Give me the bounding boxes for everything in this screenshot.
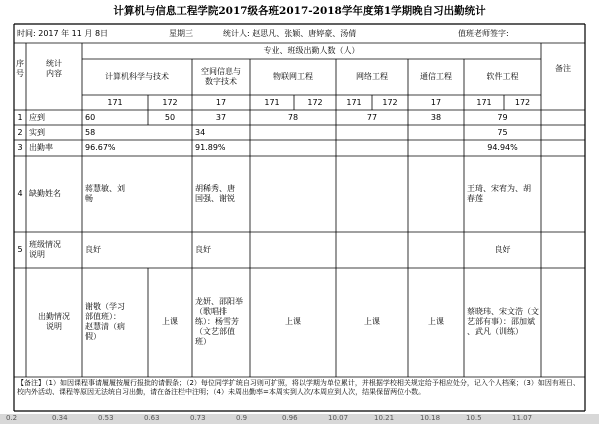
major-3: 网络工程	[356, 72, 388, 81]
value-cell: 良好	[195, 245, 211, 254]
header-content: 统计 内容	[46, 59, 62, 78]
ruler-mark: 11.07	[512, 414, 533, 422]
value-cell: 上课	[162, 317, 178, 326]
value-cell: 94.94%	[487, 143, 518, 152]
value-cell: 上课	[428, 317, 444, 326]
class-cell: 171	[107, 97, 123, 107]
major-0: 计算机科学与技术	[105, 72, 169, 81]
row-seq: 1	[17, 112, 23, 122]
class-cell: 17	[215, 97, 227, 107]
header-group: 专业、班级出勤人数（人）	[263, 46, 360, 55]
ruler-mark: 10.07	[328, 414, 349, 422]
major-5: 软件工程	[486, 72, 519, 81]
header-remark: 备注	[555, 64, 571, 73]
class-cell: 172	[307, 97, 323, 107]
ruler-mark: 0.9	[236, 414, 248, 422]
major-2: 物联网工程	[273, 72, 313, 81]
ruler-mark: 0.53	[98, 414, 114, 422]
row-seq: 5	[17, 245, 23, 254]
value-cell: 78	[287, 112, 299, 122]
value-cell: 37	[215, 112, 227, 122]
weekday-field: 星期三	[169, 29, 193, 38]
row-label: 出勤率	[29, 143, 53, 152]
value-cell: 王琦、宋宥为、胡 春莲	[467, 184, 531, 203]
value-cell: 胡稀秀、唐 国强、谢锐	[195, 184, 235, 203]
value-cell: 75	[497, 127, 508, 137]
ruler-mark: 0.96	[282, 414, 298, 422]
ruler-mark: 0.2	[6, 414, 18, 422]
row-label: 应到	[29, 112, 45, 122]
row-label: 出勤情况 说明	[38, 312, 70, 331]
ruler-mark: 10.5	[466, 414, 482, 422]
date-field: 时间: 2017 年 11 月 8日	[17, 29, 109, 38]
value-cell: 龙妍、邵阳举 （歌唱排 练）：杨雪芳 （文艺部值 班）	[195, 297, 243, 346]
value-cell: 上课	[364, 317, 380, 326]
ruler-strip	[0, 414, 599, 424]
value-cell: 60	[85, 112, 96, 122]
value-cell: 77	[366, 112, 378, 122]
class-cell: 172	[382, 97, 398, 107]
footnote: 【备注】（1）如因课程事请履履按履行报批的请假条；（2）每位同学扩统自习则可扩照，将以学期为单位累计，并根据学校相关规定给予相应处分，记入个人档案；（3）如因有班日、校内外活动、课程等原因无法统自习出勤，请在备注栏中注明；（4）未周出勤率=本周实到人次/本周应到人次，结果保留两位小数。	[17, 379, 580, 396]
ruler-mark: 0.63	[144, 414, 160, 422]
sheet-title: 计算机与信息工程学院2017级各班2017-2018学年度第1学期晚自习出勤统计	[113, 5, 486, 18]
row-seq: 4	[17, 189, 23, 198]
row-label: 实到	[29, 127, 45, 137]
value-cell: 良好	[494, 245, 511, 254]
class-cell: 172	[162, 97, 178, 107]
counters-field: 统计人: 赵思凡、张颖、唐婷豪、汤倩	[223, 29, 357, 38]
value-cell: 91.89%	[195, 143, 226, 152]
class-cell: 171	[476, 97, 492, 107]
value-cell: 96.67%	[85, 143, 116, 152]
major-1: 空间信息与 数字技术	[201, 67, 241, 86]
value-cell: 58	[85, 127, 96, 137]
class-cell: 171	[346, 97, 362, 107]
value-cell: 蔡晓玮、宋文浩（文 艺部有事）：邵加斌 、武凡（训练）	[467, 307, 539, 336]
value-cell: 79	[497, 112, 508, 122]
header-seq: 序号	[16, 59, 24, 78]
row-seq: 3	[17, 143, 23, 152]
row-label: 班级情况 说明	[29, 240, 61, 259]
value-cell: 34	[195, 127, 206, 137]
ruler-mark: 0.73	[190, 414, 206, 422]
ruler-mark: 10.21	[374, 414, 395, 422]
class-cell: 171	[264, 97, 280, 107]
value-cell: 良好	[85, 245, 101, 254]
row-label: 缺勤姓名	[29, 189, 61, 198]
value-cell: 蒋慧敏、刘 畅	[85, 184, 125, 203]
teacher-sign-field: 值班老师签字:	[458, 29, 509, 38]
class-cell: 172	[514, 97, 531, 107]
row-seq: 2	[17, 127, 23, 137]
value-cell: 50	[164, 112, 176, 122]
value-cell: 上课	[285, 317, 301, 326]
class-cell: 17	[430, 97, 442, 107]
major-4: 通信工程	[420, 72, 452, 81]
ruler-mark: 0.34	[52, 414, 68, 422]
value-cell: 38	[430, 112, 442, 122]
ruler-mark: 10.18	[420, 414, 441, 422]
value-cell: 谢敬（学习 部值班）： 赵慧清（病 假）	[85, 302, 125, 341]
